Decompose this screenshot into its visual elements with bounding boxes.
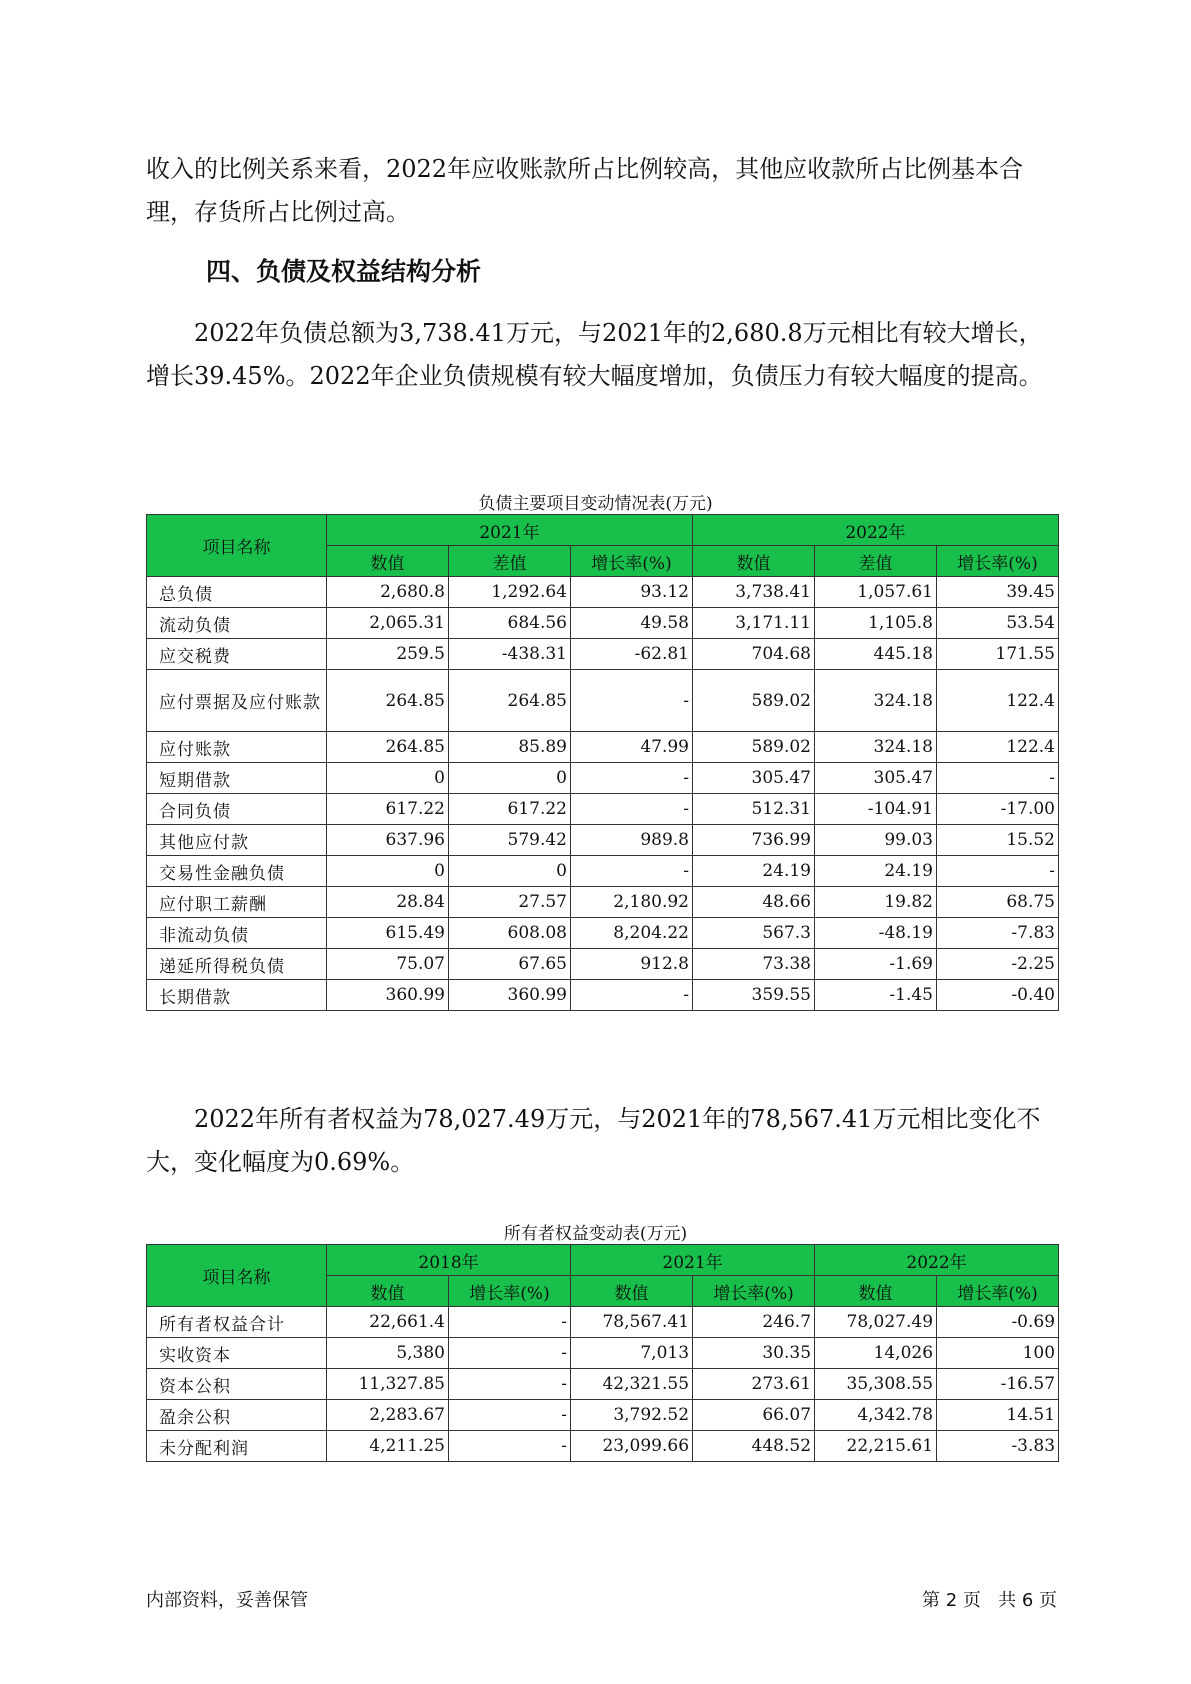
row-label: 未分配利润 [147,1431,327,1462]
equity-table [146,1244,1059,1462]
table-cell: 75.07 [327,949,449,980]
sub-header: 差值 [815,546,937,577]
table-cell: -0.40 [937,980,1059,1011]
table-cell: 3,738.41 [693,577,815,608]
table-cell: 47.99 [571,732,693,763]
footer-note: 内部资料，妥善保管 [146,1590,308,1611]
table-cell: 324.18 [815,670,937,732]
table-cell: -2.25 [937,949,1059,980]
table-cell: 2,065.31 [327,608,449,639]
table-cell: 324.18 [815,732,937,763]
table-cell: 0 [449,856,571,887]
table-cell: 2,180.92 [571,887,693,918]
table-cell: 2,283.67 [327,1400,449,1431]
table-row [147,732,1059,763]
equity-paragraph: 2022年所有者权益为78,027.49万元，与2021年的78,567.41万元相比变化不大，变化幅度为0.69%。 [146,1105,1041,1176]
table-cell: - [937,856,1059,887]
table-cell: 264.85 [327,670,449,732]
table-row [147,639,1059,670]
table-row [147,608,1059,639]
table-cell: - [449,1400,571,1431]
table-cell: -7.83 [937,918,1059,949]
table-cell: - [449,1369,571,1400]
sub-header: 数值 [571,1276,693,1307]
liability-paragraph: 2022年负债总额为3,738.41万元，与2021年的2,680.8万元相比有较大增长，增长39.45%。2022年企业负债规模有较大幅度增加，负债压力有较大幅度的提高。 [146,319,1043,390]
table-cell: - [449,1431,571,1462]
liability-table [146,514,1059,1011]
table-cell: 99.03 [815,825,937,856]
table-cell: 22,661.4 [327,1307,449,1338]
table-cell: 7,013 [571,1338,693,1369]
table-cell: 445.18 [815,639,937,670]
table-cell: 19.82 [815,887,937,918]
table-cell: -0.69 [937,1307,1059,1338]
table-row [147,949,1059,980]
table-cell: 49.58 [571,608,693,639]
intro-paragraph: 收入的比例关系来看，2022年应收账款所占比例较高，其他应收款所占比例基本合理，存货所占比例过高。 [146,155,1024,226]
table-cell: - [571,763,693,794]
table-row [147,856,1059,887]
table-cell: 48.66 [693,887,815,918]
year-header: 2022年 [693,515,1059,546]
section-heading: 四、负债及权益结构分析 [206,257,482,286]
table-cell: 4,211.25 [327,1431,449,1462]
sub-header: 数值 [693,546,815,577]
table-cell: 68.75 [937,887,1059,918]
table-cell: 0 [327,763,449,794]
table-cell: 3,171.11 [693,608,815,639]
page-number: 第 2 页 共 6 页 [922,1590,1057,1611]
table-cell: 264.85 [327,732,449,763]
table-cell: - [571,670,693,732]
table-cell: 122.4 [937,670,1059,732]
table-cell: 8,204.22 [571,918,693,949]
table-cell: 360.99 [327,980,449,1011]
row-label: 合同负债 [147,794,327,825]
table-cell: 53.54 [937,608,1059,639]
table-cell: 30.35 [693,1338,815,1369]
table-cell: 1,292.64 [449,577,571,608]
liability-table-body [147,577,1059,1011]
table-cell: 359.55 [693,980,815,1011]
table-row [147,577,1059,608]
table-cell: 2,680.8 [327,577,449,608]
table-cell: 589.02 [693,670,815,732]
table-cell: - [571,856,693,887]
table-cell: -1.45 [815,980,937,1011]
sub-header: 增长率(%) [449,1276,571,1307]
table-cell: 67.65 [449,949,571,980]
equity-table-body [147,1307,1059,1462]
table-cell: 273.61 [693,1369,815,1400]
table-cell: - [571,980,693,1011]
table-cell: 1,105.8 [815,608,937,639]
table-cell: 35,308.55 [815,1369,937,1400]
row-label: 交易性金融负债 [147,856,327,887]
year-header: 2021年 [571,1245,815,1276]
table-cell: 15.52 [937,825,1059,856]
table-cell: 264.85 [449,670,571,732]
table-row [147,763,1059,794]
row-label: 非流动负债 [147,918,327,949]
table-cell: -104.91 [815,794,937,825]
sub-header: 数值 [327,546,449,577]
row-label: 盈余公积 [147,1400,327,1431]
table-cell: -3.83 [937,1431,1059,1462]
table-row [147,825,1059,856]
sub-header: 差值 [449,546,571,577]
row-label: 长期借款 [147,980,327,1011]
sub-header: 增长率(%) [571,546,693,577]
row-label: 应付账款 [147,732,327,763]
table-cell: 24.19 [815,856,937,887]
sub-header: 数值 [815,1276,937,1307]
table-cell: - [937,763,1059,794]
row-label: 应付票据及应付账款 [147,670,327,732]
table-cell: 448.52 [693,1431,815,1462]
year-header: 2022年 [815,1245,1059,1276]
table-cell: 989.8 [571,825,693,856]
row-label: 短期借款 [147,763,327,794]
table-cell: -48.19 [815,918,937,949]
name-header: 项目名称 [147,1245,327,1307]
table-cell: -62.81 [571,639,693,670]
table-cell: 78,567.41 [571,1307,693,1338]
table-cell: 73.38 [693,949,815,980]
table-cell: 684.56 [449,608,571,639]
table-cell: 66.07 [693,1400,815,1431]
table-cell: 615.49 [327,918,449,949]
row-label: 其他应付款 [147,825,327,856]
table-cell: 14.51 [937,1400,1059,1431]
table-cell: 305.47 [815,763,937,794]
row-label: 流动负债 [147,608,327,639]
year-header: 2021年 [327,515,693,546]
table-cell: 704.68 [693,639,815,670]
table-cell: 305.47 [693,763,815,794]
sub-header: 数值 [327,1276,449,1307]
table-row [147,1338,1059,1369]
table2-caption: 所有者权益变动表(万元) [503,1224,688,1244]
table-cell: 78,027.49 [815,1307,937,1338]
table-cell: 93.12 [571,577,693,608]
table-cell: 1,057.61 [815,577,937,608]
table-cell: -1.69 [815,949,937,980]
table-row [147,887,1059,918]
row-label: 应交税费 [147,639,327,670]
table-row [147,1307,1059,1338]
sub-header: 增长率(%) [693,1276,815,1307]
table-cell: 14,026 [815,1338,937,1369]
table-cell: 100 [937,1338,1059,1369]
table-cell: 617.22 [449,794,571,825]
sub-header: 增长率(%) [937,1276,1059,1307]
row-label: 资本公积 [147,1369,327,1400]
table-cell: 5,380 [327,1338,449,1369]
year-header: 2018年 [327,1245,571,1276]
table-cell: 617.22 [327,794,449,825]
table-cell: 23,099.66 [571,1431,693,1462]
table-cell: 912.8 [571,949,693,980]
table-row [147,1400,1059,1431]
table-cell: 4,342.78 [815,1400,937,1431]
sub-header: 增长率(%) [937,546,1059,577]
row-label: 应付职工薪酬 [147,887,327,918]
table-row [147,1431,1059,1462]
table-row [147,670,1059,732]
table-cell: 0 [449,763,571,794]
table-cell: 27.57 [449,887,571,918]
table-cell: - [449,1307,571,1338]
table-cell: 608.08 [449,918,571,949]
table-cell: 171.55 [937,639,1059,670]
table-cell: 39.45 [937,577,1059,608]
table-cell: 589.02 [693,732,815,763]
table-cell: 637.96 [327,825,449,856]
table-cell: 360.99 [449,980,571,1011]
table-row [147,1369,1059,1400]
row-label: 递延所得税负债 [147,949,327,980]
row-label: 实收资本 [147,1338,327,1369]
table-cell: 512.31 [693,794,815,825]
table-cell: 24.19 [693,856,815,887]
table-cell: -16.57 [937,1369,1059,1400]
table-cell: 259.5 [327,639,449,670]
table-cell: 28.84 [327,887,449,918]
table-cell: 567.3 [693,918,815,949]
table1-caption: 负债主要项目变动情况表(万元) [478,494,713,514]
table-cell: -438.31 [449,639,571,670]
table-row [147,980,1059,1011]
table-cell: 246.7 [693,1307,815,1338]
table-cell: -17.00 [937,794,1059,825]
table-row [147,794,1059,825]
table-cell: - [449,1338,571,1369]
table-cell: 0 [327,856,449,887]
table-cell: 3,792.52 [571,1400,693,1431]
table-cell: 579.42 [449,825,571,856]
table-cell: - [571,794,693,825]
table-cell: 122.4 [937,732,1059,763]
table-cell: 11,327.85 [327,1369,449,1400]
name-header: 项目名称 [147,515,327,577]
table-cell: 85.89 [449,732,571,763]
table-cell: 22,215.61 [815,1431,937,1462]
row-label: 总负债 [147,577,327,608]
table-cell: 736.99 [693,825,815,856]
table-row [147,918,1059,949]
row-label: 所有者权益合计 [147,1307,327,1338]
table-cell: 42,321.55 [571,1369,693,1400]
